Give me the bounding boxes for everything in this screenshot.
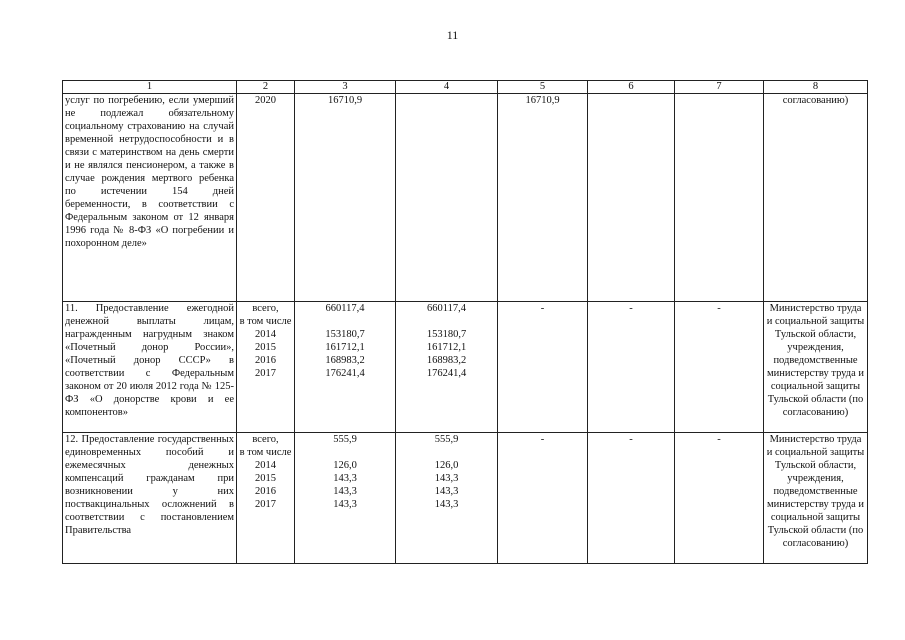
value-line: 660117,4 (325, 303, 365, 314)
value-line: 153180,7 (426, 329, 467, 340)
value-line: - (540, 434, 545, 445)
period-cell (237, 94, 295, 302)
value-line: 143,3 (434, 499, 459, 510)
value-line: 16710,9 (525, 95, 560, 106)
value-line (297, 446, 393, 459)
funding-source-cell (498, 94, 588, 302)
header-col-5: 5 (498, 81, 588, 94)
value-line: 126,0 (333, 460, 357, 471)
executor-cell: Министерство труда и социальной защиты Тульской области, учреждения, подведомственные министерству труда и социальной защиты Тульской области (по согласованию) (764, 433, 868, 564)
funding-source-cell (396, 433, 498, 564)
period-line: в том числе (239, 316, 292, 327)
value-line: 161712,1 (426, 342, 467, 353)
total-funding-cell (295, 94, 396, 302)
period-cell (237, 302, 295, 433)
period-line: 2014 (255, 460, 276, 471)
period-line: 2016 (255, 486, 276, 497)
period-line: 2015 (255, 473, 276, 484)
period-cell (237, 433, 295, 564)
funding-source-cell (498, 433, 588, 564)
period-line: 2020 (255, 95, 276, 106)
period-line: 2014 (255, 329, 276, 340)
funding-source-cell (675, 302, 764, 433)
funding-source-cell (588, 302, 675, 433)
executor-cell: Министерство труда и социальной защиты Тульской области, учреждения, подведомственные министерству труда и социальной защиты Тульской области (по согласованию) (764, 302, 868, 433)
funding-source-cell (396, 302, 498, 433)
header-col-3: 3 (295, 81, 396, 94)
value-line: 660117,4 (427, 303, 466, 314)
period-line: всего, (252, 434, 279, 445)
funding-source-cell (396, 94, 498, 302)
period-line: в том числе (239, 447, 292, 458)
header-col-4: 4 (396, 81, 498, 94)
value-line: 168983,2 (426, 355, 467, 366)
header-col-1: 1 (63, 81, 237, 94)
total-funding-cell (295, 433, 396, 564)
table-row (63, 433, 868, 564)
value-line: 555,9 (333, 434, 357, 445)
value-line: - (717, 434, 721, 445)
value-line: 143,3 (333, 486, 357, 497)
measure-description: 12. Предоставление государственных единовременных пособий и ежемесячных денежных компенсаций гражданам при возникновении у них поствакцинальных осложнений в соответствии с постановлением Правительства (63, 433, 237, 564)
value-line: 143,3 (434, 486, 459, 497)
program-table (62, 80, 868, 564)
total-funding-cell (295, 302, 396, 433)
header-col-2: 2 (237, 81, 295, 94)
value-line: 176241,4 (325, 368, 365, 379)
value-line: - (629, 303, 633, 314)
period-line: 2016 (255, 355, 276, 366)
header-row (63, 81, 868, 94)
period-line: 2017 (255, 368, 276, 379)
measure-description: 11. Предоставление ежегодной денежной выплаты лицам, награжденным нагрудным знаком «Почетный донор России», «Почетный донор СССР» в соответствии с Федеральным законом от 20 июля 2012 года № 125-ФЗ «О донорстве крови и ее компонентов» (63, 302, 237, 433)
header-col-8: 8 (764, 81, 868, 94)
page-number: 11 (446, 28, 459, 42)
header-col-7: 7 (675, 81, 764, 94)
value-line (398, 315, 495, 328)
executor-cell: согласованию) (764, 94, 868, 302)
value-line: 168983,2 (325, 355, 365, 366)
value-line: 555,9 (434, 434, 459, 445)
value-line: 176241,4 (426, 368, 467, 379)
value-line (398, 446, 495, 459)
value-line: 143,3 (333, 473, 357, 484)
value-line: - (629, 434, 633, 445)
value-line: 126,0 (434, 460, 459, 471)
funding-source-cell (498, 302, 588, 433)
value-line: 143,3 (333, 499, 357, 510)
table-row (63, 302, 868, 433)
funding-source-cell (588, 433, 675, 564)
funding-source-cell (675, 94, 764, 302)
period-line: 2017 (255, 499, 276, 510)
value-line: - (717, 303, 721, 314)
value-line: 161712,1 (325, 342, 365, 353)
value-line: 16710,9 (327, 95, 363, 106)
funding-source-cell (588, 94, 675, 302)
funding-source-cell (675, 433, 764, 564)
measure-description: услуг по погребению, если умерший не подлежал обязательному социальному страхованию на случай временной нетрудоспособности и в связи с материнством на день смерти и не являлся пенсионером, а также в случае рождения мертвого ребенка по истечении 154 дней беременности, в соответствии с Федеральным законом от 12 января 1996 года № 8-ФЗ «О погребении и похоронном деле» (63, 94, 237, 302)
period-line: 2015 (255, 342, 276, 353)
period-line: всего, (252, 303, 279, 314)
value-line: 153180,7 (325, 329, 365, 340)
value-line: 143,3 (434, 473, 459, 484)
table-row (63, 94, 868, 302)
value-line (297, 315, 393, 328)
header-col-6: 6 (588, 81, 675, 94)
value-line: - (540, 303, 545, 314)
